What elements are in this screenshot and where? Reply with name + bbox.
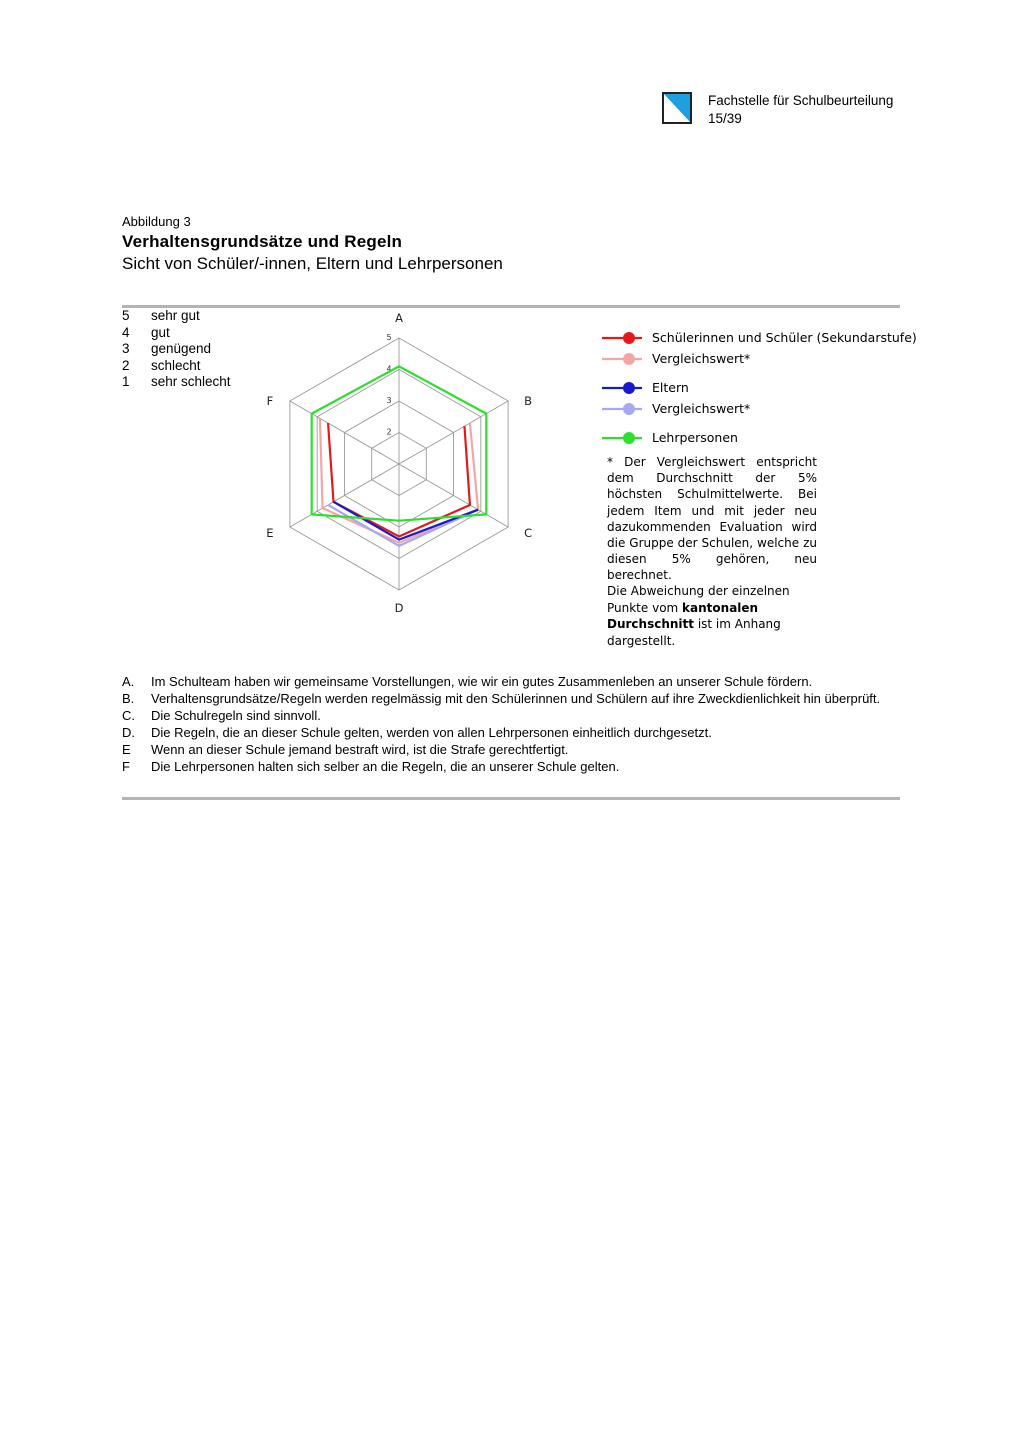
axis-label: D bbox=[394, 601, 404, 615]
scale-num: 5 bbox=[122, 308, 130, 323]
legend-gap bbox=[600, 369, 917, 377]
axis-label: E bbox=[266, 526, 274, 540]
legend-entry bbox=[600, 398, 917, 419]
legend-swatch bbox=[600, 352, 644, 366]
deviation-note-post: ist im Anhang dargestellt. bbox=[607, 617, 781, 648]
scale-num: 2 bbox=[122, 357, 130, 373]
axis-label: B bbox=[524, 394, 533, 408]
list-item bbox=[122, 690, 900, 707]
tick-label: 4 bbox=[386, 364, 392, 374]
scale-legend bbox=[122, 308, 231, 391]
scale-row bbox=[122, 358, 231, 375]
header-org: Fachstelle für Schulbeurteilung bbox=[708, 93, 894, 108]
legend-entry bbox=[600, 377, 917, 398]
figure-caption: Abbildung 3 bbox=[122, 214, 191, 229]
legend-label: Schülerinnen und Schüler (Sekundarstufe) bbox=[652, 330, 917, 345]
deviation-note-pre: Die Abweichung der einzelnen Punkte vom bbox=[607, 584, 790, 615]
scale-label: sehr schlecht bbox=[151, 374, 231, 389]
axis-label: F bbox=[266, 394, 274, 408]
legend-note: * Der Vergleichswert entspricht dem Durchschnitt der 5% höchsten Schulmittelwerte. Bei jedem Item und mit jeder neu dazukommenden Evaluation wird die Gruppe der Schulen, welche zu diesen 5% gehören, neu berechnet. bbox=[607, 455, 817, 583]
item-key: D. bbox=[122, 725, 135, 740]
scale-label: genügend bbox=[151, 341, 212, 356]
scale-num: 1 bbox=[122, 374, 130, 389]
axis-label: A bbox=[395, 311, 403, 325]
legend-swatch bbox=[600, 381, 644, 395]
radar-chart bbox=[250, 305, 570, 625]
bottom-divider bbox=[122, 797, 900, 800]
list-item bbox=[122, 707, 900, 724]
legend-label: Vergleichswert* bbox=[652, 351, 751, 366]
figure-title: Verhaltensgrundsätze und Regeln bbox=[122, 232, 403, 251]
legend-label: Eltern bbox=[652, 380, 689, 395]
list-item bbox=[122, 758, 900, 775]
deviation-note bbox=[607, 583, 822, 649]
legend-swatch bbox=[600, 431, 644, 445]
item-key: C. bbox=[122, 708, 135, 723]
scale-label: sehr gut bbox=[151, 308, 200, 323]
scale-label: gut bbox=[151, 324, 170, 340]
scale-num: 3 bbox=[122, 341, 130, 356]
item-text: Die Schulregeln sind sinnvoll. bbox=[151, 708, 321, 723]
deviation-note-bold: kantonalen Durchschnitt bbox=[607, 600, 759, 631]
legend-swatch-dot bbox=[623, 353, 635, 365]
legend-swatch-dot bbox=[623, 432, 635, 444]
legend-swatch bbox=[600, 331, 644, 345]
scale-num: 4 bbox=[122, 324, 130, 340]
item-key: F bbox=[122, 759, 130, 774]
scale-row bbox=[122, 308, 231, 325]
item-text: Verhaltensgrundsätze/Regeln werden regelmässig mit den Schülerinnen und Schülern auf ihre Zweckdienlichkeit hin überprüft. bbox=[151, 691, 881, 706]
legend-swatch-dot bbox=[623, 382, 635, 394]
figure-subtitle: Sicht von Schüler/-innen, Eltern und Lehrpersonen bbox=[122, 254, 503, 273]
legend-label: Vergleichswert* bbox=[652, 401, 751, 416]
legend-swatch-dot bbox=[623, 403, 635, 415]
legend-label: Lehrpersonen bbox=[652, 430, 738, 445]
header-page: 15/39 bbox=[708, 111, 742, 126]
item-key: A. bbox=[122, 674, 135, 689]
series-legend bbox=[600, 327, 917, 448]
axis-label: C bbox=[524, 526, 533, 540]
tick-label: 3 bbox=[386, 396, 392, 405]
legend-entry bbox=[600, 327, 917, 348]
legend-entry bbox=[600, 348, 917, 369]
legend-swatch-dot bbox=[623, 332, 635, 344]
legend-gap bbox=[600, 419, 917, 427]
legend-entry bbox=[600, 427, 917, 448]
legend-swatch bbox=[600, 402, 644, 416]
item-key: E bbox=[122, 742, 131, 757]
list-item bbox=[122, 673, 900, 690]
item-list bbox=[122, 673, 900, 775]
list-item bbox=[122, 724, 900, 741]
tick-label: 5 bbox=[386, 333, 392, 342]
list-item bbox=[122, 741, 900, 758]
scale-row bbox=[122, 325, 231, 342]
scale-row bbox=[122, 341, 231, 358]
scale-label: schlecht bbox=[151, 357, 201, 373]
page-header bbox=[708, 92, 893, 128]
item-key: B. bbox=[122, 691, 135, 706]
tick-label: 2 bbox=[386, 427, 392, 437]
item-text: Wenn an dieser Schule jemand bestraft wird, ist die Strafe gerechtfertigt. bbox=[151, 742, 569, 757]
item-text: Die Lehrpersonen halten sich selber an die Regeln, die an unserer Schule gelten. bbox=[151, 759, 620, 774]
item-text: Die Regeln, die an dieser Schule gelten, werden von allen Lehrpersonen einheitlich durchgesetzt. bbox=[151, 725, 712, 740]
scale-row bbox=[122, 374, 231, 391]
canton-logo-icon bbox=[662, 92, 692, 124]
item-text: Im Schulteam haben wir gemeinsame Vorstellungen, wie wir ein gutes Zusammenleben an unserer Schule fördern. bbox=[151, 674, 813, 689]
